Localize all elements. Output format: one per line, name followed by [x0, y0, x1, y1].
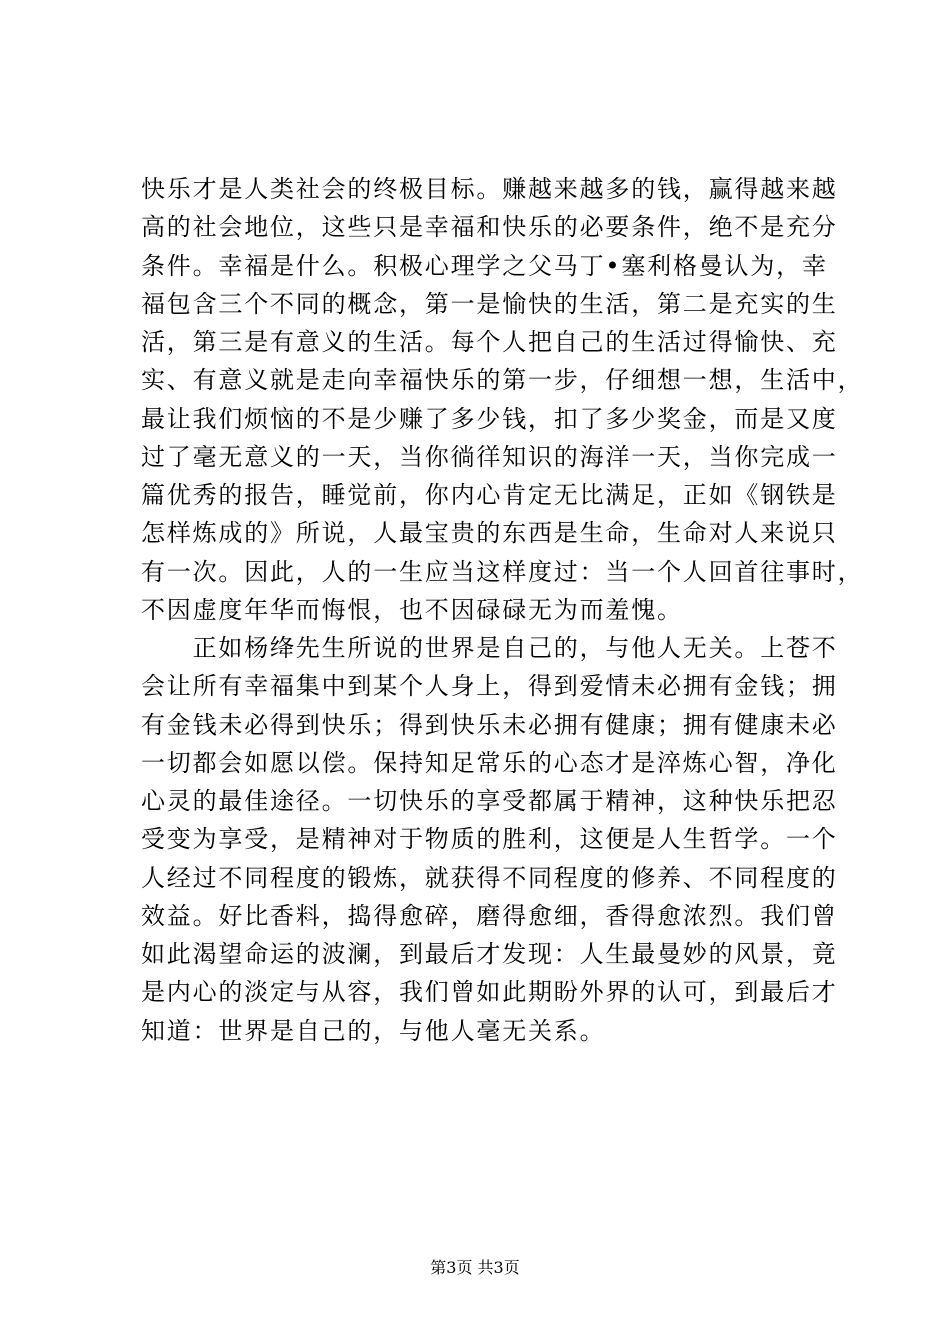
text-line: 活，第三是有意义的生活。每个人把自己的生活过得愉快、充	[141, 328, 838, 356]
paragraph-2	[141, 629, 838, 1050]
text-line: 条件。幸福是什么。积极心理学之父马丁•塞利格曼认为，幸	[141, 251, 828, 280]
text-line: 最让我们烦恼的不是少赚了多少钱，扣了多少奖金，而是又度	[141, 404, 838, 433]
text-line: 实、有意义就是走向幸福快乐的第一步，仔细想一想，生活中，	[141, 366, 864, 395]
text-line: 福包含三个不同的概念，第一是愉快的生活，第二是充实的生	[141, 289, 838, 318]
text-line: 是内心的淡定与从容，我们曾如此期盼外界的认可，到最后才	[141, 978, 838, 1007]
text-line: 正如杨绛先生所说的世界是自己的，与他人无关。上苍不	[141, 634, 838, 662]
page-number: 第3页 共3页	[430, 1258, 520, 1277]
text-line: 心灵的最佳途径。一切快乐的享受都属于精神，这种快乐把忍	[141, 787, 838, 815]
text-line: 有金钱未必得到快乐；得到快乐未必拥有健康；拥有健康未必	[141, 710, 838, 739]
paragraph-1	[141, 170, 864, 629]
text-line: 怎样炼成的》所说，人最宝贵的东西是生命，生命对人来说只	[141, 519, 838, 548]
text-line: 篇优秀的报告，睡觉前，你内心肯定无比满足，正如《钢铁是	[141, 481, 838, 509]
text-line: 人经过不同程度的锻炼，就获得不同程度的修养、不同程度的	[141, 863, 838, 892]
text-line: 一切都会如愿以偿。保持知足常乐的心态才是淬炼心智，净化	[141, 748, 838, 777]
text-line: 会让所有幸福集中到某个人身上，得到爱情未必拥有金钱；拥	[141, 672, 838, 701]
text-line: 有一次。因此，人的一生应当这样度过：当一个人回首往事时，	[141, 557, 864, 586]
text-line: 快乐才是人类社会的终极目标。赚越来越多的钱，赢得越来越	[141, 175, 838, 203]
text-line: 受变为享受，是精神对于物质的胜利，这便是人生哲学。一个	[141, 825, 838, 854]
text-line: 效益。好比香料，捣得愈碎，磨得愈细，香得愈浓烈。我们曾	[141, 901, 838, 930]
page-footer	[0, 1258, 950, 1278]
text-line: 知道：世界是自己的，与他人毫无关系。	[141, 1016, 606, 1045]
text-line: 如此渴望命运的波澜，到最后才发现：人生最曼妙的风景，竟	[141, 940, 838, 968]
text-line: 过了毫无意义的一天，当你徜徉知识的海洋一天，当你完成一	[141, 442, 838, 471]
text-line: 高的社会地位，这些只是幸福和快乐的必要条件，绝不是充分	[141, 213, 838, 242]
document-body	[141, 170, 864, 1050]
text-line: 不因虚度年华而悔恨，也不因碌碌无为而羞愧。	[141, 595, 683, 624]
